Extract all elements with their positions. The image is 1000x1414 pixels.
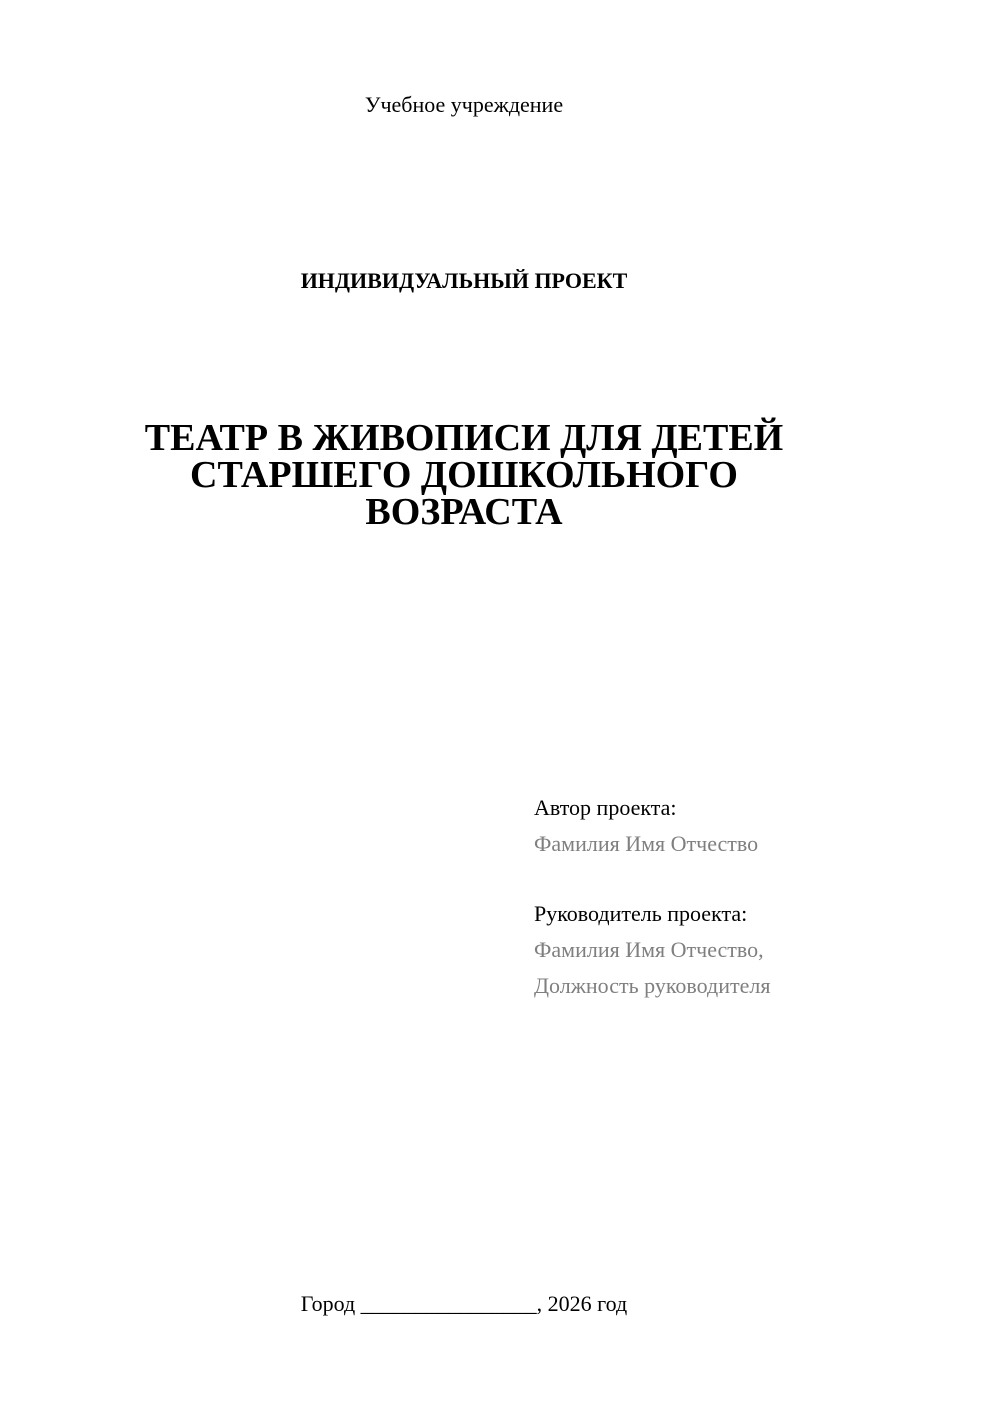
project-credits bbox=[534, 790, 974, 1004]
project-title-line-2: СТАРШЕГО ДОШКОЛЬНОГО bbox=[190, 454, 738, 496]
city-year-footer: Город ________________, 2026 год bbox=[300, 1291, 628, 1316]
project-title-line-3: ВОЗРАСТА bbox=[365, 491, 563, 533]
supervisor-name: Фамилия Имя Отчество, bbox=[534, 937, 764, 962]
project-title-line-1: ТЕАТР В ЖИВОПИСИ ДЛЯ ДЕТЕЙ bbox=[144, 417, 784, 459]
author-label: Автор проекта: bbox=[534, 795, 677, 820]
credits-spacer bbox=[534, 862, 974, 896]
supervisor-label: Руководитель проекта: bbox=[534, 901, 748, 926]
supervisor-position: Должность руководителя bbox=[534, 973, 771, 998]
project-type-heading: ИНДИВИДУАЛЬНЫЙ ПРОЕКТ bbox=[300, 268, 628, 293]
project-title bbox=[0, 417, 1000, 533]
author-name: Фамилия Имя Отчество bbox=[534, 831, 759, 856]
institution-name: Учебное учреждение bbox=[364, 92, 564, 117]
